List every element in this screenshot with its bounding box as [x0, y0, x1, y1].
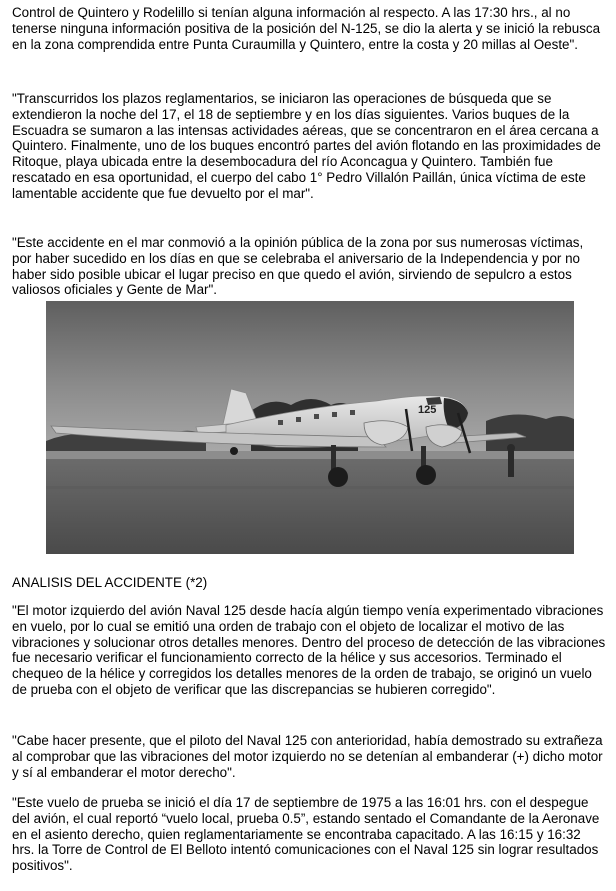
section-heading: ANALISIS DEL ACCIDENTE (*2): [12, 575, 208, 590]
paragraph-engine-vibrations: "El motor izquierdo del avión Naval 125 desde hacía algún tiempo venía experimentado vibraciones en vuelo, por lo cual se emitió una orden de trabajo con el objeto de localizar el motivo de las vibraciones y solucionar otros detalles menores. Dentro del proceso de detección de las vibraciones fue necesario verificar el funcionamiento correcto de la hélice y sus accesorios. Terminado el chequeo de la hélice y corregidos los detalles menores de la orden de trabajo, se originó un vuelo de prueba con el objeto de verificar que las discrepancias se hubieren corregido".: [12, 603, 606, 697]
paragraph-search-alert: Control de Quintero y Rodelillo si tenían alguna información al respecto. A las 17:30 hrs., al no tenerse ninguna información positiva de la posición del N-125, se dio la alerta y se inició la rebusca en la zona comprendida entre Punta Curaumilla y Quintero, entre la costa y 20 millas al Oeste".: [12, 5, 601, 52]
paragraph-test-flight: "Este vuelo de prueba se inició el día 17 de septiembre de 1975 a las 16:01 hrs. con el despegue del avión, el cual reportó “vuelo local, prueba 0.5”, estando sentado el Comandante de la Aeronave en el asiento derecho, quien reglamentariamente se encontraba capacitado. A las 16:15 y 16:32 hrs. la Torre de Control de El Belloto intentó comunicaciones con el Naval 125 sin lograr resultados positivos".: [12, 795, 600, 874]
paragraph-search-operations: "Transcurridos los plazos reglamentarios, se iniciaron las operaciones de búsqueda que se extendieron la noche del 17, el 18 de septiembre y en los días siguientes. Varios buques de la Escuadra se sumaron a las intensas actividades aéreas, que se concentraron en el área cercana a Quintero. Finalmente, uno de los buques encontró partes del avión flotando en las proximidades de Ritoque, playa ubicada entre la desembocadura del río Aconcagua y Quintero. También fue rescatado en esa oportunidad, el cuerpo del cabo 1° Pedro Villalón Paillán, única víctima de este lamentable accidente que fue devuelto por el mar".: [12, 91, 601, 201]
aircraft-photo: [46, 301, 574, 554]
fuselage-number-text: 125: [418, 404, 437, 416]
paragraph-pilot-observation: "Cabe hacer presente, que el piloto del Naval 125 con anterioridad, había demostrado su extrañeza al comprobar que las vibraciones del motor izquierdo no se detenían al embanderar (+) dicho motor y sí al embanderar el motor derecho".: [12, 733, 603, 780]
paragraph-public-reaction: "Este accidente en el mar conmovió a la opinión pública de la zona por sus numerosas víctimas, por haber sucedido en los días en que se celebraba el aniversario de la Independencia y por no haber sido posible ubicar el lugar preciso en que quedo el avión, sirviendo de sepulcro a estos valiosos oficiales y Gente de Mar".: [12, 235, 584, 298]
